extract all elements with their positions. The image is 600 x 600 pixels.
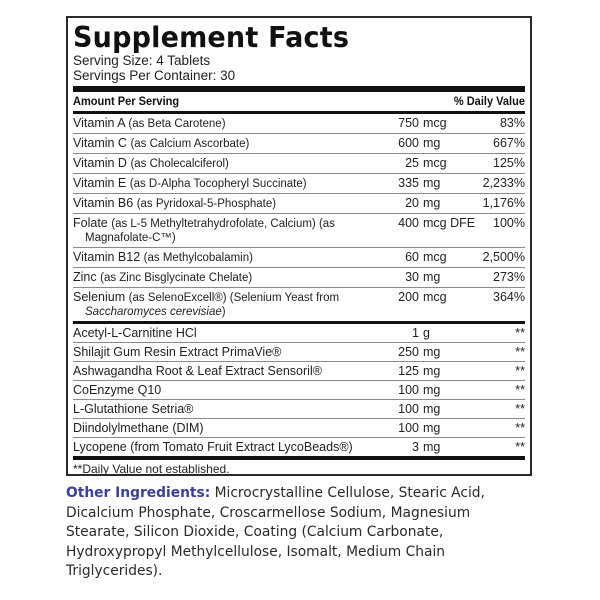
nutrient-name: Vitamin D [73, 156, 127, 170]
nutrient-daily-value: 2,233% [482, 176, 525, 190]
nutrient-row [73, 154, 525, 174]
nutrient-daily-value: 1,176% [482, 196, 525, 210]
nutrient-unit: mg [423, 136, 441, 150]
other-ingredients [66, 484, 536, 582]
footnote: **Daily Value not established. [73, 462, 230, 476]
ingredient-amount: 100 [398, 421, 419, 435]
ingredient-name: L-Glutathione Setria® [73, 402, 194, 416]
amount-per-serving-header: Amount Per Serving [73, 94, 180, 108]
ingredient-daily-value: ** [515, 421, 525, 435]
nutrient-amount: 20 [405, 196, 419, 210]
column-header [73, 92, 525, 111]
ingredient-daily-value: ** [515, 364, 525, 378]
ingredient-amount: 3 [412, 440, 419, 454]
ingredient-name: Shilajit Gum Resin Extract PrimaVie® [73, 345, 282, 359]
supplement-facts-panel [66, 16, 532, 476]
nutrient-row [73, 288, 525, 321]
ingredient-unit: mg [423, 402, 441, 416]
nutrient-daily-value: 364% [493, 290, 525, 304]
ingredient-daily-value: ** [515, 440, 525, 454]
ingredient-row [73, 419, 525, 438]
nutrient-unit: mcg [423, 250, 447, 264]
nutrient-row [73, 194, 525, 214]
nutrient-row [73, 134, 525, 154]
other-ingredients-text: Microcrystalline Cellulose, Stearic Acid, Dicalcium Phosphate, Croscarmellose Sodium, Magnesium Stearate, Silicon Dioxide, Coating (Calcium Carbonate, Hydroxypropyl Methylcellulose, Isomalt, Medium Chain Triglycerides). [66, 485, 485, 579]
other-ingredients-label: Other Ingredients: [66, 485, 211, 501]
nutrient-amount: 60 [405, 250, 419, 264]
nutrient-row [73, 114, 525, 134]
nutrient-amount: 25 [405, 156, 419, 170]
ingredient-daily-value: ** [515, 402, 525, 416]
nutrient-unit: mcg [423, 290, 447, 304]
ingredient-unit: g [423, 326, 430, 340]
ingredient-daily-value: ** [515, 345, 525, 359]
nutrient-name: Vitamin E [73, 176, 127, 190]
nutrient-source: (as Beta Carotene) [128, 118, 226, 130]
nutrient-source-suffix: ) [221, 306, 226, 318]
serving-size: Serving Size: 4 Tablets [73, 53, 211, 68]
nutrient-source: (as Cholecalciferol) [130, 158, 229, 170]
nutrient-unit: mg [423, 270, 441, 284]
nutrient-source: (as L-5 Methyltetrahydrofolate, Calcium) (as [111, 218, 335, 230]
nutrient-amount: 335 [398, 176, 419, 190]
nutrient-name: Vitamin B12 [73, 250, 141, 264]
nutrient-unit: mcg DFE [423, 216, 476, 230]
nutrient-name: Vitamin B6 [73, 196, 134, 210]
ingredient-row [73, 438, 525, 456]
nutrient-name: Folate [73, 216, 108, 230]
nutrient-amount: 30 [405, 270, 419, 284]
ingredient-unit: mg [423, 345, 441, 359]
nutrient-source: (as Pyridoxal-5-Phosphate) [136, 198, 277, 210]
nutrient-daily-value: 273% [493, 270, 525, 284]
ingredient-unit: mg [423, 364, 441, 378]
ingredient-daily-value: ** [515, 326, 525, 340]
nutrient-name: Vitamin C [73, 136, 127, 150]
nutrient-daily-value: 667% [493, 136, 525, 150]
daily-value-header: % Daily Value [453, 94, 526, 108]
nutrient-unit: mcg [423, 156, 447, 170]
ingredient-row [73, 324, 525, 343]
ingredient-unit: mg [423, 383, 441, 397]
ingredient-amount: 125 [398, 364, 419, 378]
nutrient-amount: 600 [398, 136, 419, 150]
ingredient-amount: 250 [398, 345, 419, 359]
nutrient-unit: mg [423, 196, 441, 210]
nutrient-row [73, 248, 525, 268]
nutrient-unit: mcg [423, 116, 447, 130]
ingredient-row [73, 381, 525, 400]
ingredient-amount: 100 [398, 402, 419, 416]
nutrient-daily-value: 100% [493, 216, 525, 230]
nutrient-name: Vitamin A [73, 116, 125, 130]
nutrient-row [73, 174, 525, 194]
ingredient-name: Ashwagandha Root & Leaf Extract Sensoril® [73, 364, 322, 378]
nutrient-amount: 750 [398, 116, 419, 130]
ingredient-name: Lycopene (from Tomato Fruit Extract LycoBeads®) [73, 440, 353, 454]
nutrient-daily-value: 125% [493, 156, 525, 170]
ingredient-name: Diindolylmethane (DIM) [73, 421, 204, 435]
nutrient-daily-value: 83% [499, 116, 525, 130]
nutrient-row [73, 214, 525, 248]
ingredient-name: Acetyl-L-Carnitine HCl [73, 326, 197, 340]
ingredient-unit: mg [423, 440, 441, 454]
ingredient-amount: 100 [398, 383, 419, 397]
nutrient-source: (as Calcium Ascorbate) [130, 138, 250, 150]
nutrient-source: (as SelenoExcell®) (Selenium Yeast from [128, 292, 340, 304]
nutrient-source: (as Zinc Bisglycinate Chelate) [100, 272, 253, 284]
nutrient-name: Zinc [73, 270, 97, 284]
nutrient-name: Selenium [73, 290, 126, 304]
ingredient-amount: 1 [412, 326, 419, 340]
nutrient-daily-value: 2,500% [482, 250, 525, 264]
nutrient-unit: mg [423, 176, 441, 190]
nutrient-source: (as D-Alpha Tocopheryl Succinate) [129, 178, 307, 190]
ingredient-unit: mg [423, 421, 441, 435]
ingredient-daily-value: ** [515, 383, 525, 397]
ingredient-row [73, 362, 525, 381]
nutrient-amount: 400 [398, 216, 419, 230]
ingredient-row [73, 400, 525, 419]
nutrient-source: (as Methylcobalamin) [143, 252, 253, 264]
ingredient-name: CoEnzyme Q10 [73, 383, 162, 397]
panel-title: Supplement Facts [73, 21, 350, 55]
ingredient-row [73, 343, 525, 362]
nutrient-source-cont: Magnafolate-C™) [85, 232, 176, 244]
nutrient-amount: 200 [398, 290, 419, 304]
servings-per-container: Servings Per Container: 30 [73, 68, 236, 83]
nutrient-source-cont: Saccharomyces cerevisiae [85, 306, 222, 318]
nutrient-row [73, 268, 525, 288]
